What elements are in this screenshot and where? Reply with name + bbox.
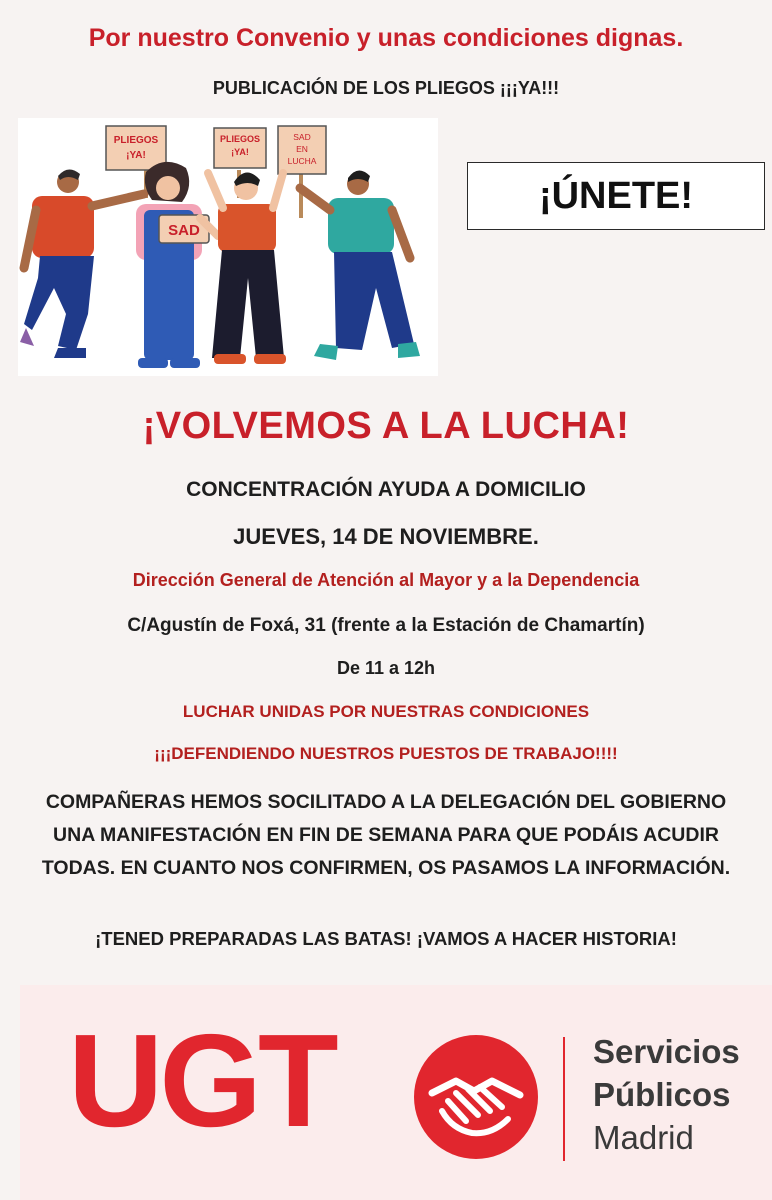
sad-badge: SAD <box>168 222 200 239</box>
headline: ¡VOLVEMOS A LA LUCHA! <box>142 405 630 447</box>
poster-subtitle: PUBLICACIÓN DE LOS PLIEGOS ¡¡¡YA!!! <box>212 78 560 98</box>
poster-title: Por nuestro Convenio y unas condiciones dignas. <box>88 24 684 52</box>
sign-3-line-1: SAD <box>293 132 311 142</box>
sign-1-line-2: ¡YA! <box>126 150 146 161</box>
announcement-text: COMPAÑERAS HEMOS SOCILITADO A LA DELEGACIÓN DEL GOBIERNO UNA MANIFESTACIÓN EN FIN DE SEMANA PARA QUE PODÁIS ACUDIR TODAS. EN CUANTO NOS CONFIRMEN, OS PASAMOS LA INFORMACIÓN. <box>41 791 731 879</box>
closing-line: ¡TENED PREPARADAS LAS BATAS! ¡VAMOS A HACER HISTORIA! <box>95 928 677 949</box>
slogan-1: LUCHAR UNIDAS POR NUESTRAS CONDICIONES <box>182 702 590 721</box>
protest-illustration <box>18 118 438 376</box>
sign-2-line-1: PLIEGOS <box>219 134 261 144</box>
footer-divider <box>563 1037 565 1161</box>
event-time: De 11 a 12h <box>336 658 436 678</box>
ugt-footer <box>20 985 772 1200</box>
org-line-2: Públicos <box>593 1076 731 1113</box>
org-line-3: Madrid <box>593 1119 694 1156</box>
sign-2-line-2: ¡YA! <box>231 147 249 157</box>
slogan-2: ¡¡¡DEFENDIENDO NUESTROS PUESTOS DE TRABAJO!!!! <box>154 744 618 763</box>
event-venue: Dirección General de Atención al Mayor y a la Dependencia <box>132 570 640 590</box>
sign-3-line-2: EN <box>296 144 308 154</box>
handshake-icon <box>412 1033 540 1161</box>
org-line-1: Servicios <box>593 1033 740 1070</box>
event-date: JUEVES, 14 DE NOVIEMBRE. <box>233 524 539 549</box>
join-callout: ¡ÚNETE! <box>467 162 765 230</box>
event-address: C/Agustín de Foxá, 31 (frente a la Estación de Chamartín) <box>127 615 645 636</box>
event-name: CONCENTRACIÓN AYUDA A DOMICILIO <box>186 478 586 501</box>
sign-1-line-1: PLIEGOS <box>113 135 159 146</box>
sign-3-line-3: LUCHA <box>287 156 317 166</box>
ugt-logo: UGT <box>68 1007 335 1154</box>
